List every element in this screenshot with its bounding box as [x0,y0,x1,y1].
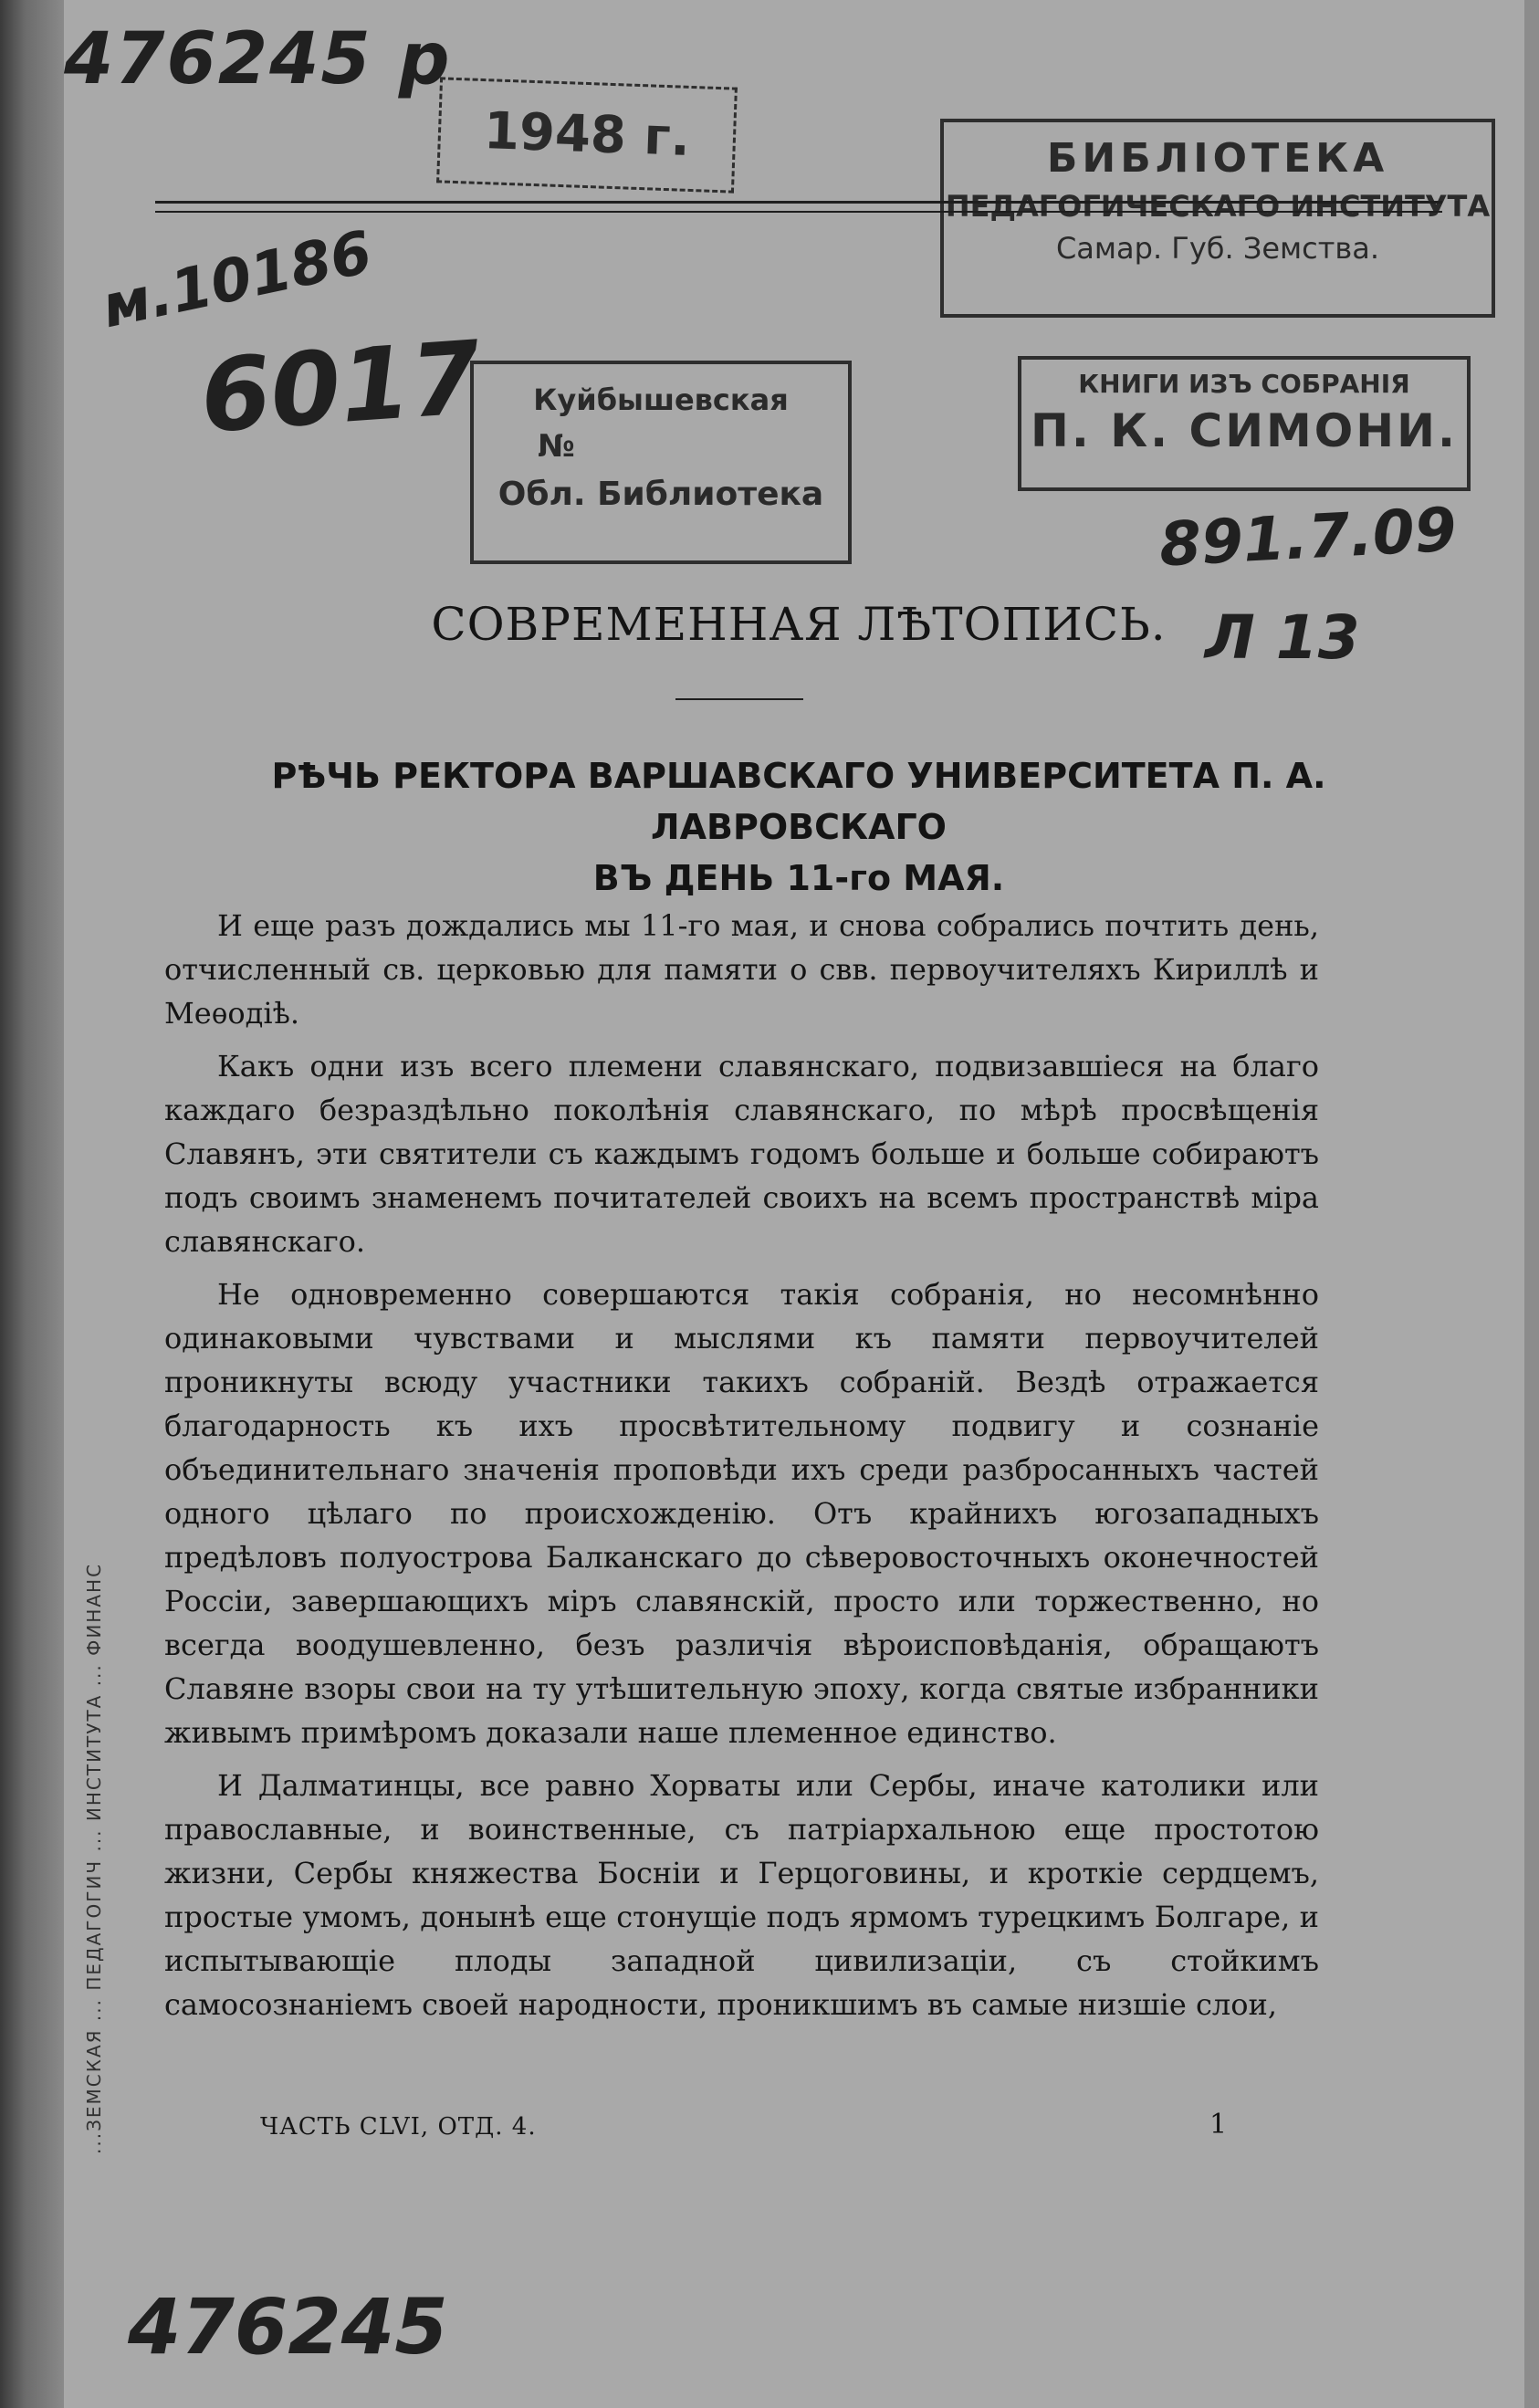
article-title-line1: РѢЧЬ РЕКТОРА ВАРШАВСКАГО УНИВЕРСИТЕТА П. А. ЛАВРОВСКАГО [271,756,1326,847]
regional-stamp-line2: № [538,428,575,465]
handwritten-bottom-number: 476245 [128,2282,448,2371]
library-stamp-line2: ПЕДАГОГИЧЕСКАГО ИНСТИТУТА [945,189,1491,224]
paragraph: Какъ одни изъ всего племени славянскаго, подвизавшіеся на благо каждаго безраздѣльно поколѣнія славянскаго, по мѣрѣ просвѣщенія Славянъ, эти святители съ каждымъ годомъ больше и больше собираютъ подъ своимъ знаменемъ почитателей своихъ на всемъ пространствѣ міра славянскаго. [164,1049,1319,1259]
library-stamp-line1: БИБЛIОТЕКА [1046,135,1389,182]
spine-stamp-text: ...ЗЕМСКАЯ ... ПЕДАГОГИЧ ... ИНСТИТУТА ... ФИНАНС [83,1562,105,2154]
footer-signature-number: 1 [1209,2109,1228,2141]
handwritten-catalog-number: 6017 [196,319,485,455]
paragraph: И Далматинцы, все равно Хорваты или Сербы, иначе католики или православные, и воинственные, съ патріархальною еще простотою жизни, Сербы княжества Босніи и Герцоговины, и кроткіе сердцемъ, простые умомъ, донынѣ еще стонущіе подъ ярмомъ турецкимъ Болгаре, и испытывающіе плоды западной цивилизаціи, съ стойкимъ самосознаніемъ своей народности, проникшимъ въ самые низшіе слои, [164,1768,1319,2022]
section-heading: СОВРЕМЕННАЯ ЛѢТОПИСЬ. [431,598,1167,651]
collection-stamp [1018,356,1471,491]
collection-stamp-line2: П. К. СИМОНИ. [1030,404,1458,457]
heading-divider [675,698,803,700]
article-title-line2: ВЪ ДЕНЬ 11-го МАЯ. [592,858,1005,898]
book-binding-edge [0,0,64,2408]
handwritten-inventory-number: 476245 р [64,18,452,100]
year-stamp [436,77,738,193]
handwritten-shelf-mark: м.10186 [96,218,378,342]
paragraph: Не одновременно совершаются такія собранія, но несомнѣнно одинаковыми чувствами и мыслями къ памяти первоучителей проникнуты всюду участники такихъ собраній. Вездѣ отражается благодарность къ ихъ просвѣтительному подвигу и сознаніе объединительнаго значенія проповѣди ихъ среди разбросанныхъ частей одного цѣлаго по происхожденію. Отъ крайнихъ югозападныхъ предѣловъ полуострова Балканскаго до сѣверовосточныхъ оконечностей Россіи, завершающихъ міръ славянскій, просто или торжественно, но всегда воодушевленно, безъ различія вѣроисповѣданія, обращаютъ Славяне взоры свои на ту утѣшительную эпоху, когда святые избранники живымъ примѣромъ доказали наше племенное единство. [164,1277,1319,1750]
header-double-rule [155,201,1442,213]
handwritten-margin-mark: Л 13 [1205,602,1360,673]
library-stamp-line3: Самар. Губ. Земства. [1055,231,1380,266]
regional-library-stamp [470,361,852,564]
year-stamp-text: 1948 г. [482,101,692,168]
article-body [164,904,1319,2036]
collection-stamp-line1: КНИГИ ИЗЪ СОБРАНIЯ [1078,369,1410,399]
paragraph: И еще разъ дождались мы 11-го мая, и снова собрались почтить день, отчисленный св. церковью для памяти о свв. первоучителяхъ Кириллѣ и Меѳодіѣ. [164,908,1319,1031]
footer-volume-info: ЧАСТЬ CLVI, ОТД. 4. [260,2113,537,2141]
library-stamp [940,119,1495,318]
article-title [155,750,1442,904]
handwritten-classification: 891.7.09 [1157,494,1459,581]
regional-stamp-line3: Обл. Библиотека [497,476,824,513]
regional-stamp-line1: Куйбышевская [533,382,789,417]
